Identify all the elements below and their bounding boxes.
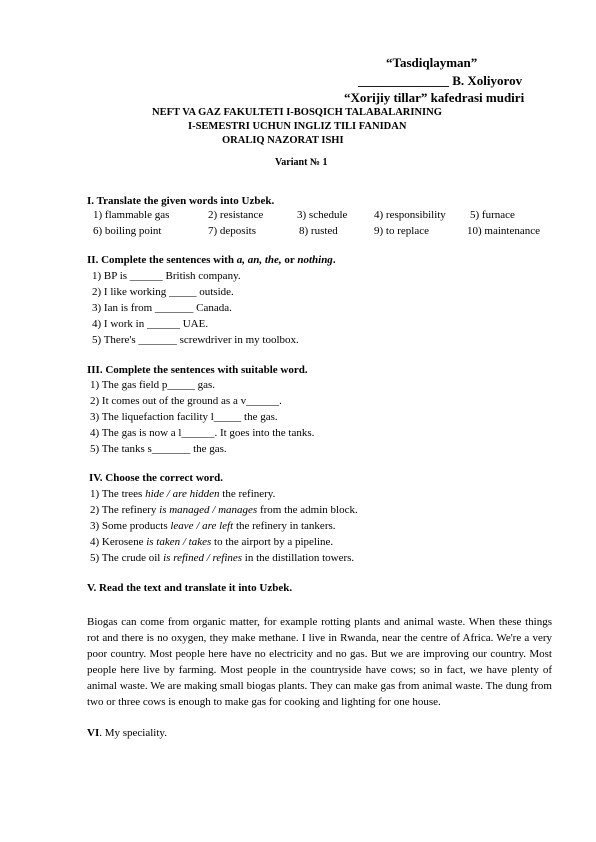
section4-item: [90, 552, 354, 564]
item-text: 2) The refinery: [90, 504, 160, 516]
section2-title-text: . Complete the sentences with: [95, 254, 237, 266]
word-item: 10) maintenance: [467, 225, 540, 237]
header-semester: I-SEMESTRI UCHUN INGLIZ TILI FANIDAN: [188, 121, 407, 132]
section2-item: 5) There's _______ screwdriver in my toolbox.: [92, 334, 299, 346]
item-text: in the distillation towers.: [242, 552, 355, 564]
word-item: 5) furnace: [470, 209, 515, 221]
section3-title: III. Complete the sentences with suitable word.: [87, 364, 308, 376]
section3-item: 1) The gas field p_____ gas.: [90, 379, 216, 391]
item-choice: is refined / refines: [163, 552, 243, 564]
word-item: 9) to replace: [374, 225, 429, 237]
section2-title-or: or: [281, 254, 298, 266]
item-text: from the admin block.: [257, 504, 358, 516]
item-text: 3) Some products: [90, 520, 171, 532]
word-item: 1) flammable gas: [93, 209, 170, 221]
item-choice: is taken / takes: [146, 536, 212, 548]
section2-title: [87, 254, 336, 266]
word-item: 3) schedule: [297, 209, 348, 221]
word-item: 2) resistance: [208, 209, 264, 221]
section3-item: 3) The liquefaction facility l_____ the gas.: [90, 411, 278, 423]
word-item: 6) boiling point: [93, 225, 162, 237]
word-item: 8) rusted: [299, 225, 338, 237]
section3-item: 5) The tanks s_______ the gas.: [90, 443, 227, 455]
approval-title: “Tasdiqlayman”: [386, 55, 478, 70]
item-text: 5) The crude oil: [90, 552, 164, 564]
section4-item: [90, 536, 333, 548]
approval-position: “Xorijiy tillar” kafedrasi mudiri: [344, 90, 525, 105]
section3-item: 2) It comes out of the ground as a v______.: [90, 395, 282, 407]
item-choice: leave / are left: [170, 520, 234, 532]
item-text: the refinery.: [219, 488, 276, 500]
section4-item: [90, 520, 336, 532]
section2-item: 1) BP is ______ British company.: [92, 270, 241, 282]
section2-item: 2) I like working _____ outside.: [92, 286, 234, 298]
section6-title: [87, 727, 167, 739]
section4-item: [90, 504, 358, 516]
section2-number: II: [87, 254, 96, 266]
section1-title: I. Translate the given words into Uzbek.: [87, 195, 275, 207]
item-text: to the airport by a pipeline.: [211, 536, 334, 548]
section4-item: [90, 488, 275, 500]
item-text: 1) The trees: [90, 488, 146, 500]
section2-item: 4) I work in ______ UAE.: [92, 318, 209, 330]
header-faculty: NEFT VA GAZ FAKULTETI I-BOSQICH TALABALARINING: [152, 107, 442, 118]
item-text: the refinery in tankers.: [233, 520, 336, 532]
variant-label: Variant № 1: [275, 157, 328, 168]
reading-passage: Biogas can come from organic matter, for example rotting plants and animal waste. When these things rot and there is no oxygen, they make methane. I live in Rwanda, near the centre of Africa. We're a very poor country. Most people here have no electricity and no gas. But we are improving our country. Most people here live by farming. Most people in the countryside have cows; so in fact, we have plenty of animal waste. We are making small biogas plants. They can make gas from animal waste. The dung from two or three cows is enough to make gas for cooking and lighting for one house.: [87, 616, 552, 708]
approval-signature: ______________ B. Xoliyorov: [358, 73, 523, 88]
word-item: 7) deposits: [208, 225, 256, 237]
header-exam: ORALIQ NAZORAT ISHI: [222, 135, 344, 146]
section4-title: IV. Choose the correct word.: [89, 472, 224, 484]
section6-text: . My speciality.: [99, 727, 167, 739]
section2-title-nothing: nothing: [297, 254, 333, 266]
item-choice: hide / are hidden: [145, 488, 220, 500]
section6-number: VI: [87, 727, 100, 739]
item-choice: is managed / manages: [159, 504, 258, 516]
item-text: 4) Kerosene: [90, 536, 147, 548]
section2-title-end: .: [332, 254, 336, 266]
word-item: 4) responsibility: [374, 209, 446, 221]
section3-item: 4) The gas is now a l______. It goes into the tanks.: [90, 427, 315, 439]
section5-title: V. Read the text and translate it into Uzbek.: [87, 582, 293, 594]
section2-title-articles: a, an, the,: [236, 254, 282, 266]
section2-item: 3) Ian is from _______ Canada.: [92, 302, 232, 314]
